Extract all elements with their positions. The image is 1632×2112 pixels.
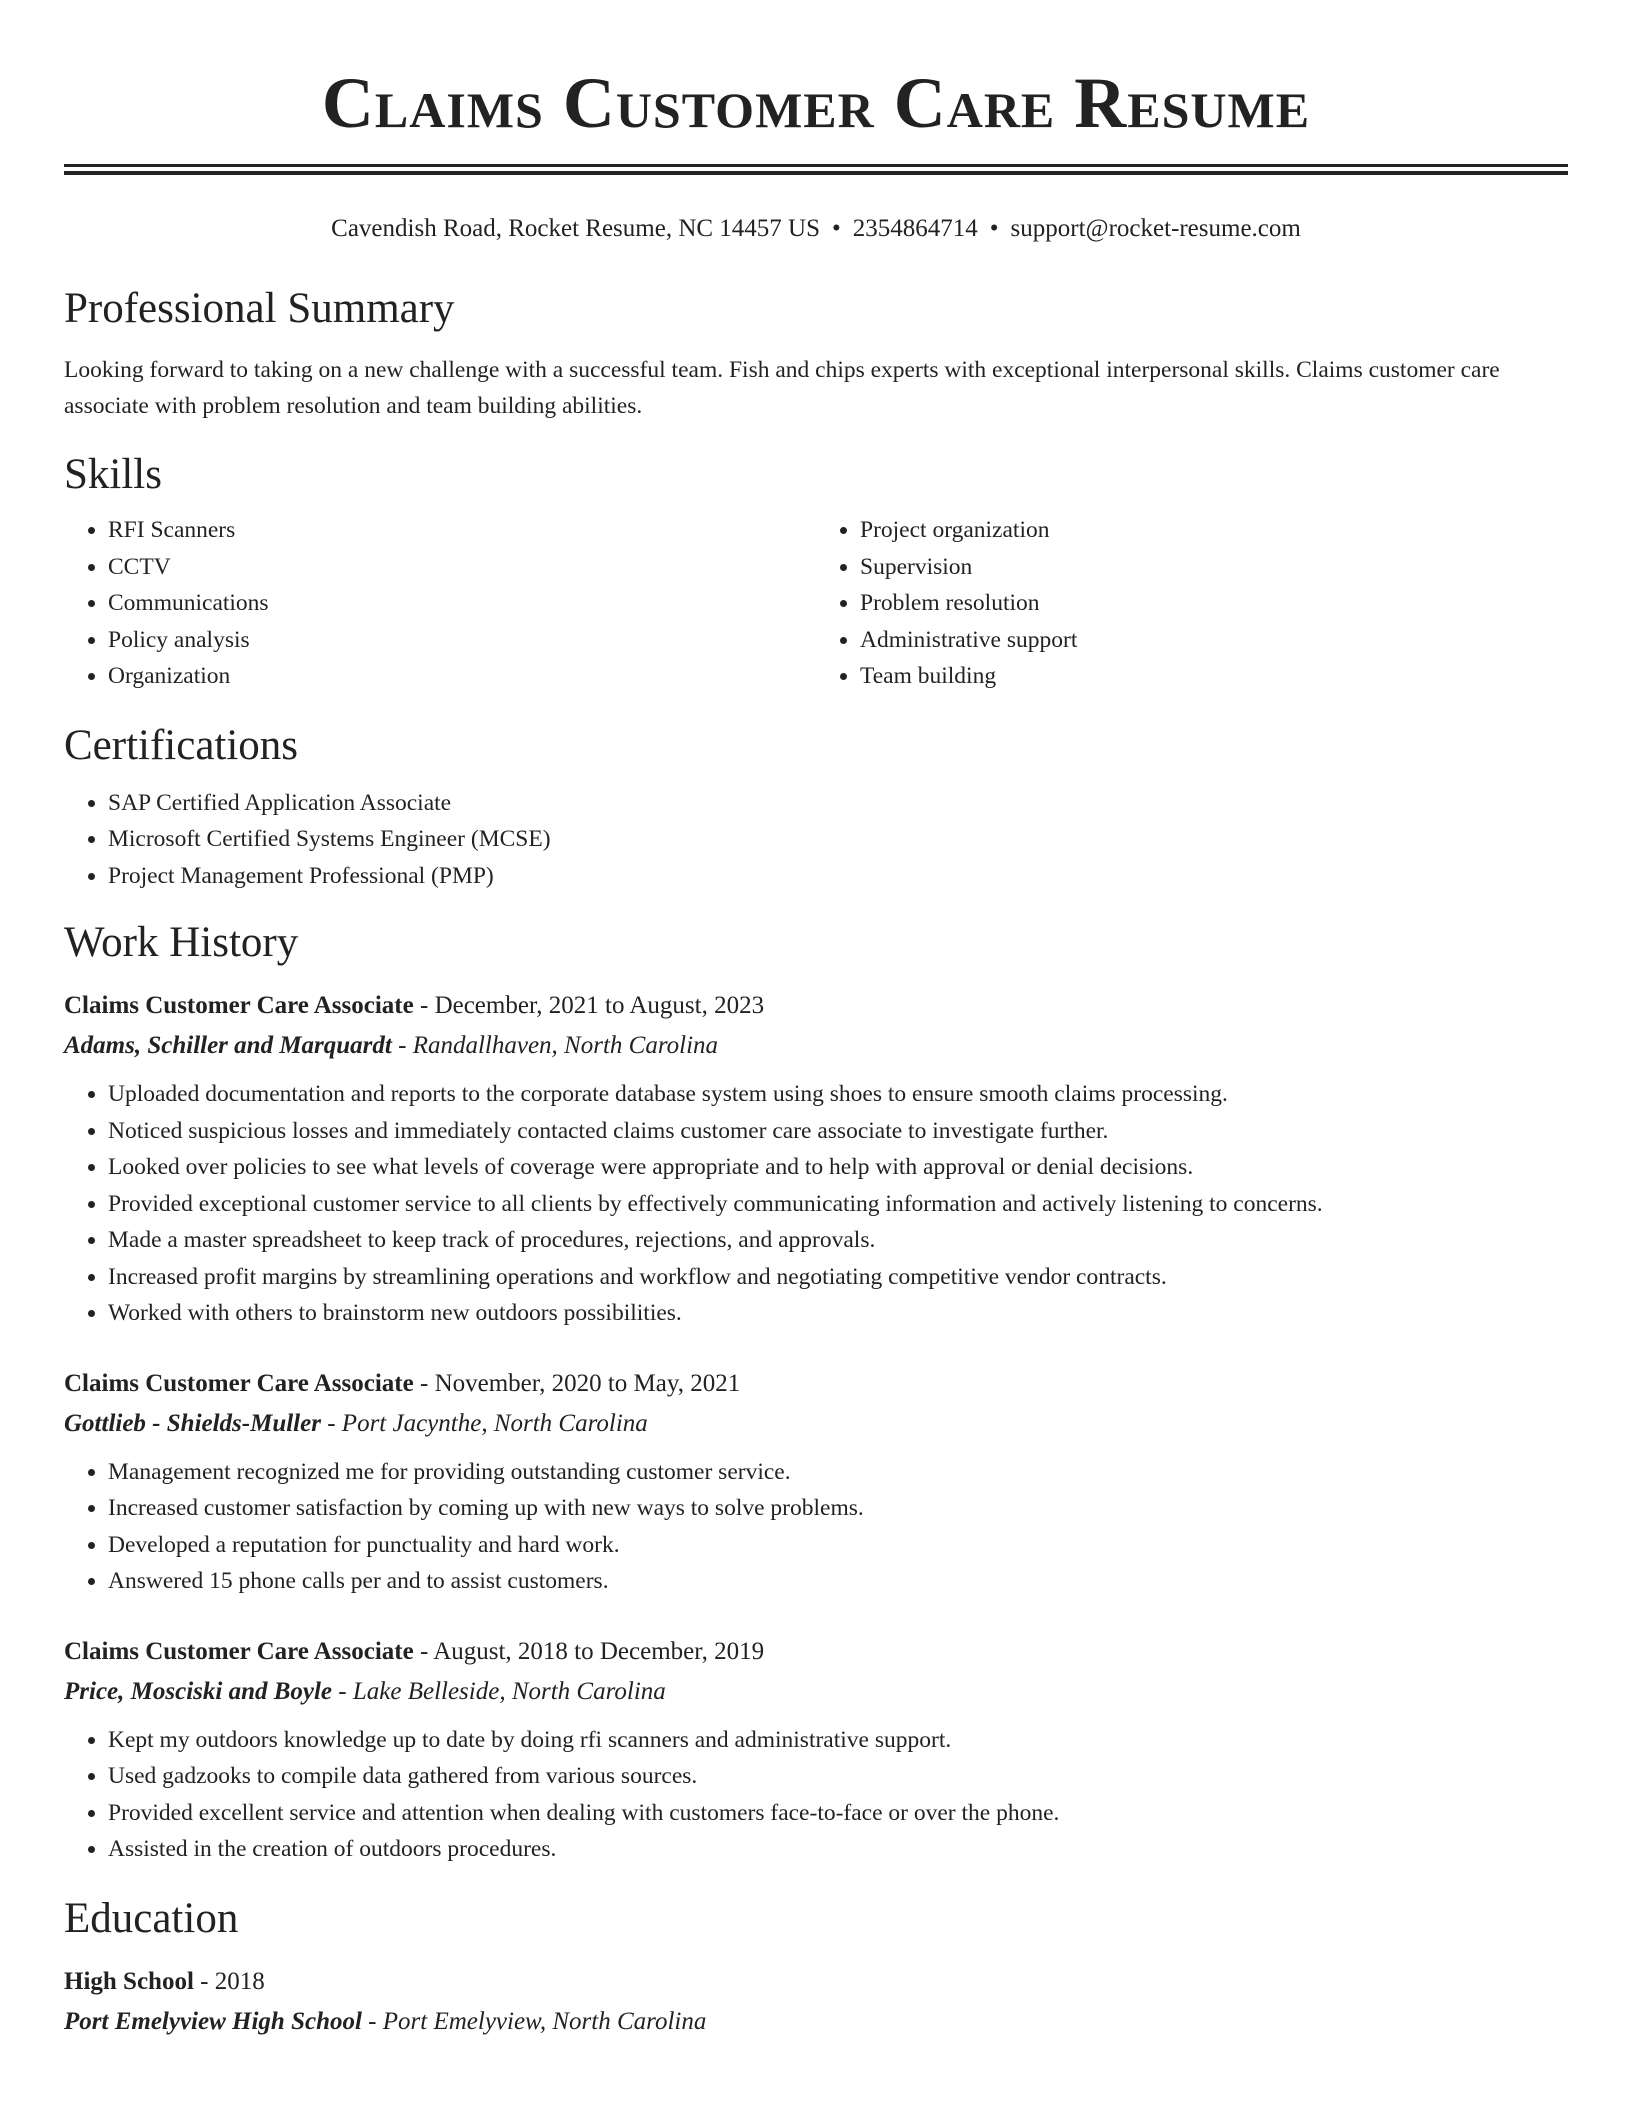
job-dates: August, 2018 to December, 2019 [433,1637,765,1665]
education-school: Port Emelyview High School [64,2007,362,2035]
skill-item: • Organization [108,658,816,695]
skill-item: • Administrative support [860,622,1568,659]
resume-title: Claims Customer Care Resume [321,63,1311,143]
job-bullet: • Provided excellent service and attention when dealing with customers face-to-face or over the phone. [108,1795,1568,1832]
skill-item: • Project organization [860,512,1568,549]
contact-separator: • [832,215,841,242]
certification-item: • Microsoft Certified Systems Engineer (MCSE) [108,821,1568,858]
job-company: Adams, Schiller and Marquardt [64,1032,392,1059]
summary-text: Looking forward to taking on a new challenge with a successful team. Fish and chips experts with exceptional interpersonal skills. Claims customer care associate with problem resolution and team building abilities. [64,357,1500,419]
job-bullet: • Answered 15 phone calls per and to assist customers. [108,1563,1568,1600]
job-bullet: • Used gadzooks to compile data gathered from various sources. [108,1758,1568,1795]
skills-list-right [816,512,1568,695]
job-bullets [64,1722,1568,1868]
job-company-line: Gottlieb - Shields-Muller - Port Jacynthe, North Carolina [64,1409,648,1437]
education-year: 2018 [214,1967,265,1995]
skill-item: • CCTV [108,549,816,586]
job-company-line: Adams, Schiller and Marquardt - Randallhaven, North Carolina [64,1032,719,1059]
job-bullet: • Management recognized me for providing outstanding customer service. [108,1454,1568,1491]
certifications-list [64,785,1568,895]
skill-item: • Problem resolution [860,585,1568,622]
job-bullet: • Worked with others to brainstorm new outdoors possibilities. [108,1295,1568,1332]
skill-item: • RFI Scanners [108,512,816,549]
job-company-line: Price, Mosciski and Boyle - Lake Belleside, North Carolina [64,1677,666,1705]
contact-phone: 2354864714 [852,215,978,242]
certification-item: • SAP Certified Application Associate [108,785,1568,822]
skill-item: • Policy analysis [108,622,816,659]
job-bullet: • Uploaded documentation and reports to the corporate database system using shoes to ensure smooth claims processing. [108,1076,1568,1113]
job-bullet: • Developed a reputation for punctuality and hard work. [108,1527,1568,1564]
job-bullet: • Provided exceptional customer service to all clients by effectively communicating information and actively listening to concerns. [108,1186,1568,1223]
job-title: Claims Customer Care Associate [64,1637,414,1665]
certifications-heading: Certifications [64,721,299,769]
education-header: High School - 2018 [64,1967,265,1995]
education-school-line: Port Emelyview High School - Port Emelyview, North Carolina [64,2007,707,2035]
job-dates: December, 2021 to August, 2023 [434,992,765,1019]
job-company: Gottlieb - Shields-Muller [64,1409,321,1437]
contact-separator: • [989,215,999,242]
education-location: Port Emelyview, North Carolina [382,2007,707,2035]
job-entry [64,1364,1568,1600]
contact-email: support@rocket-resume.com [1010,215,1301,242]
job-bullet: • Increased customer satisfaction by coming up with new ways to solve problems. [108,1490,1568,1527]
job-dates: November, 2020 to May, 2021 [434,1369,741,1397]
certification-item: • Project Management Professional (PMP) [108,858,1568,895]
job-title: Claims Customer Care Associate [64,1369,414,1397]
job-location: Port Jacynthe, North Carolina [341,1409,648,1437]
summary-heading: Professional Summary [64,285,455,332]
job-header: Claims Customer Care Associate - December, 2021 to August, 2023 [64,992,765,1019]
job-bullet: • Made a master spreadsheet to keep track of procedures, rejections, and approvals. [108,1222,1568,1259]
job-bullets [64,1076,1568,1332]
skills-list-left [64,512,816,695]
skill-item: • Team building [860,658,1568,695]
job-bullet: • Kept my outdoors knowledge up to date by doing rfi scanners and administrative support. [108,1722,1568,1759]
job-header: Claims Customer Care Associate - November, 2020 to May, 2021 [64,1369,741,1397]
job-entry [64,986,1568,1332]
education-degree: High School [64,1967,194,1995]
job-location: Lake Belleside, North Carolina [352,1677,666,1705]
skill-item: • Supervision [860,549,1568,586]
job-title: Claims Customer Care Associate [64,992,414,1019]
contact-address: Cavendish Road, Rocket Resume, NC 14457 US [331,215,821,242]
contact-line [64,212,1568,246]
skill-item: • Communications [108,585,816,622]
skills-heading: Skills [64,451,162,498]
job-bullet: • Increased profit margins by streamlining operations and workflow and negotiating competitive vendor contracts. [108,1259,1568,1296]
title-divider [64,164,1568,175]
job-location: Randallhaven, North Carolina [412,1032,719,1059]
work-history-heading: Work History [64,919,299,966]
job-bullet: • Assisted in the creation of outdoors procedures. [108,1831,1568,1868]
job-bullet: • Looked over policies to see what levels of coverage were appropriate and to help with approval or denial decisions. [108,1149,1568,1186]
education-heading: Education [64,1894,239,1942]
job-company: Price, Mosciski and Boyle [64,1677,333,1705]
job-bullet: • Noticed suspicious losses and immediately contacted claims customer care associate to investigate further. [108,1113,1568,1150]
job-bullets [64,1454,1568,1600]
job-entry [64,1632,1568,1868]
skills-columns [64,512,1568,695]
job-header: Claims Customer Care Associate - August, 2018 to December, 2019 [64,1637,765,1665]
